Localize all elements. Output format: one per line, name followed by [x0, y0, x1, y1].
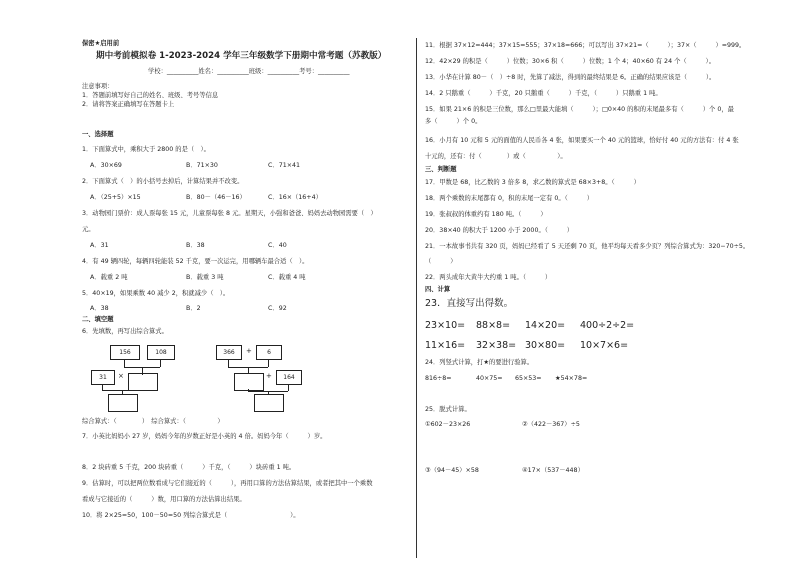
calc-item: 10×7×6= [580, 340, 629, 351]
question-24: 24．列竖式计算，打★的要进行验算。 [425, 359, 534, 366]
student-info-fields: 学校：__________姓名：__________班级：__________考号：__________ [148, 68, 350, 75]
question-9-cont: 看成与它接近的（ ）数，用口算的方法估算出结果。 [82, 496, 246, 503]
calc-item: 23×10= [425, 320, 466, 331]
question-4: 4．有 49 辆四轮，每辆四轮能装 52 千克，要一次运完，用哪辆车最合适（ ）。 [82, 258, 309, 265]
calc-item: 14×20= [525, 320, 566, 331]
calc-item: 11×16= [425, 340, 466, 351]
question-21-cont: （ ） [425, 258, 457, 265]
question-12: 12．42×29 的积是（ ）位数；30×6 积（ ）位数；1 个 4；40×60 有 24 个（ ）。 [425, 58, 715, 65]
option: A．（25+5）×15 [90, 194, 141, 201]
calc-item: 400÷2÷2= [580, 320, 635, 331]
option: A．31 [90, 242, 109, 249]
question-8: 8．2 块砖重 5 千克，200 块砖重（ ）千克，（ ）块砖重 1 吨。 [82, 464, 296, 471]
answer-box[interactable] [108, 394, 138, 412]
notes-heading: 注意事项： [82, 83, 114, 90]
option: C．载重 4 吨 [268, 274, 306, 281]
question-22: 22．两头成年大黄牛大约重 1 吨。（ ） [425, 274, 552, 281]
operator: × [118, 372, 124, 380]
section-heading: 二、填空题 [82, 316, 114, 323]
calc-item: 88×8= [476, 320, 511, 331]
stepwise-calc-item: ④17×（537－448） [522, 467, 584, 474]
option: B．80－（46－16） [186, 194, 246, 201]
operator: + [266, 372, 272, 380]
stepwise-calc-item: ③（94－45）×58 [425, 467, 479, 474]
option: A．载重 2 吨 [90, 274, 128, 281]
question-6: 6．先填数，再写出综合算式。 [82, 328, 168, 335]
question-21: 21．一本故事书共有 320 页，妈妈已经看了 5 天还剩 70 页，他平均每天看多少页？列综合算式为：320−70÷5。 [425, 243, 750, 250]
column-divider [416, 38, 417, 558]
answer-box[interactable] [234, 373, 264, 391]
answer-box[interactable] [128, 373, 158, 391]
page-title: 期中考前模拟卷 1-2023-2024 学年三年级数学下册期中常考题（苏教版） [96, 51, 387, 61]
vertical-calc-item: 40×75= [476, 375, 503, 382]
number-box: 156 [110, 345, 140, 360]
question-3-cont: 元。 [82, 226, 95, 233]
question-15: 15．如果 21×6 的积是三位数，那么□里最大能填（ ）；□0×40 的积的末尾最多有（ ）个 0，最 [425, 106, 734, 113]
question-14: 14．2 只鹅重（ ）千克，20 只鹅重（ ）千克，（ ）只鹅重 1 吨。 [425, 90, 662, 97]
number-box: 366 [216, 345, 242, 360]
question-16: 16．小月有 10 元和 5 元的面值的人民币各 4 张，如果要买一个 40 元的篮球，恰好付 40 元的方法有：付 4 张 [425, 137, 739, 144]
option: C．71×41 [268, 162, 300, 169]
question-15-cont: 多（ ）个 0。 [425, 118, 482, 125]
answer-box[interactable] [254, 394, 284, 412]
option: C．40 [268, 242, 287, 249]
question-23: 23．直接写出得数。 [425, 298, 514, 309]
question-5: 5．40×19，如果乘数 40 减少 2，积就减少（ ）。 [82, 290, 230, 297]
operator: + [246, 347, 252, 355]
vertical-calc-item: ★54×78= [555, 375, 588, 382]
option: B．71×30 [186, 162, 218, 169]
question-13: 13．小华在计算 80－（ ）÷8 时，先算了减法，得到的最终结果是 6。正确的结果应该是（ ）。 [425, 74, 716, 81]
question-19: 19．张叔叔的体重约有 180 吨。（ ） [425, 211, 547, 218]
option: C．16×（16+4） [268, 194, 322, 201]
note-item: 2．请将答案正确填写在答题卡上 [82, 101, 175, 108]
number-box: 6 [256, 345, 282, 360]
option: C．92 [268, 305, 287, 312]
number-box: 31 [91, 370, 115, 385]
vertical-calc-item: 816÷8= [425, 375, 452, 382]
question-11: 11．根据 37×12=444；37×15=555；37×18=666；可以写出 37×21=（ ）；37×（ ）=999。 [425, 42, 746, 49]
question-10: 10．将 2×25=50，100－50=50 列综合算式是（ ）。 [82, 512, 300, 519]
option: B．38 [186, 242, 205, 249]
option: A．30×69 [90, 162, 122, 169]
note-item: 1．答题前填写好自己的姓名、班级、考号等信息 [82, 92, 219, 99]
option: B．2 [186, 305, 201, 312]
question-25: 25．脱式计算。 [425, 406, 471, 413]
section-heading: 一、选择题 [82, 131, 114, 138]
section-heading: 三、判断题 [425, 166, 457, 173]
confidential-label: 保密★启用前 [82, 40, 120, 47]
question-20: 20．38×40 的积大于 1200 小于 2000。（ ） [425, 227, 574, 234]
calc-item: 30×80= [525, 340, 566, 351]
question-1: 1．下面算式中，乘积大于 2800 的是（ ）。 [82, 146, 210, 153]
question-18: 18．两个乘数的末尾都有 0，积的末尾一定有 0。（ ） [425, 195, 594, 202]
number-box: 164 [276, 370, 302, 385]
question-6-formula: 综合算式：（ ） 综合算式：（ ） [82, 418, 224, 425]
question-16-cont: 十元的，还有：付（ ）或（ ）。 [425, 153, 567, 160]
number-box: 108 [147, 345, 175, 360]
question-7: 7．小英比妈妈小 27 岁，妈妈今年的岁数正好是小英的 4 倍。妈妈今年（ ）岁。 [82, 433, 327, 440]
stepwise-calc-item: ②（422－367）÷5 [522, 421, 580, 428]
option: B．载重 3 吨 [186, 274, 224, 281]
calc-item: 32×38= [476, 340, 517, 351]
vertical-calc-item: 65×53= [515, 375, 542, 382]
question-17: 17．甲数是 68，比乙数的 3 倍多 8，求乙数的算式是 68×3+8。（ ） [425, 179, 640, 186]
question-3: 3．动物园门票价：成人票每张 15 元，儿童票每张 8 元。星期天，小强和爸爸、妈妈去动物园需要（ ） [82, 210, 377, 217]
section-heading: 四、计算 [425, 286, 451, 293]
question-2: 2．下面算式（ ）的小括号去掉后，计算结果并不改变。 [82, 178, 244, 185]
stepwise-calc-item: ①602－23×26 [425, 421, 471, 428]
question-9: 9．估算时，可以把两位数看成与它们接近的（ ），再用口算的方法估算结果，或者把其中一个乘数 [82, 480, 373, 487]
option: A．38 [90, 305, 109, 312]
